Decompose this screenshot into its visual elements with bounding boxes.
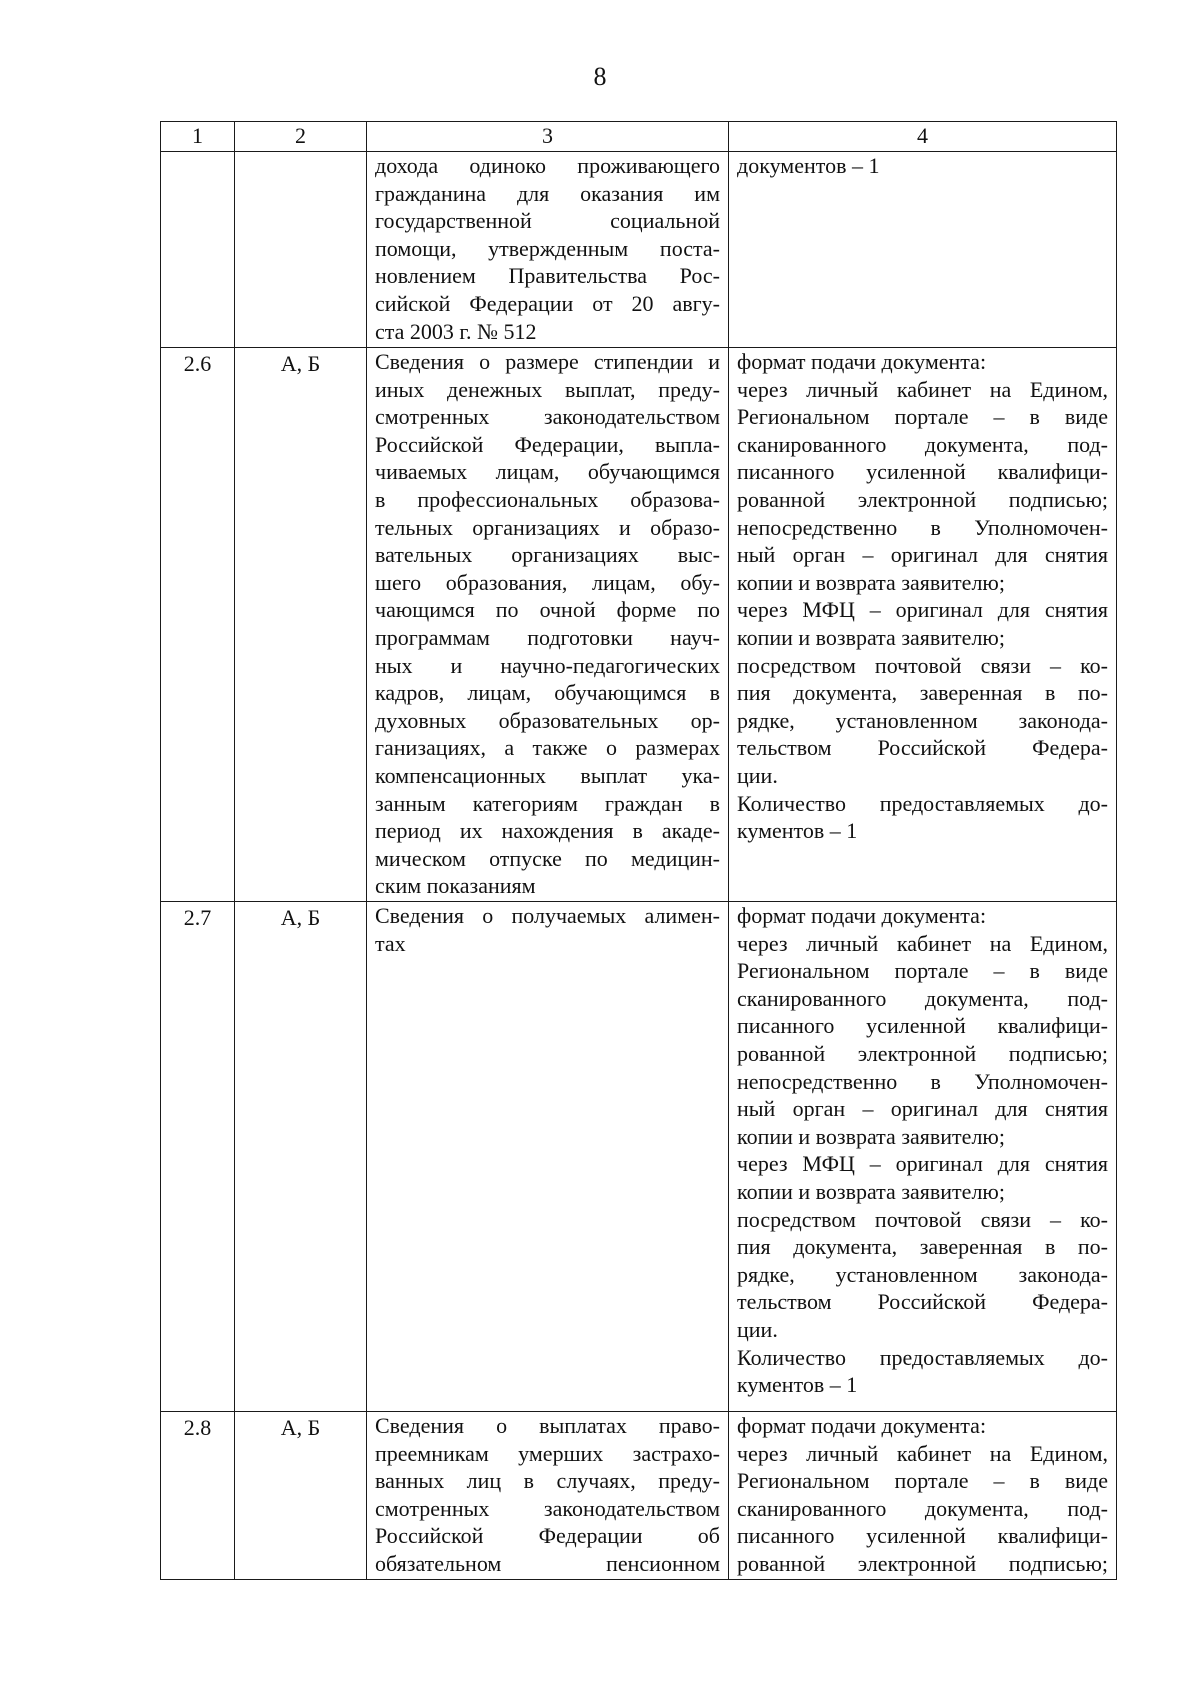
format-line: Количество предоставляемых до-	[737, 790, 1108, 816]
row-category: А, Б	[235, 902, 367, 1412]
row-category: А, Б	[235, 1412, 367, 1580]
row-category: А, Б	[235, 348, 367, 902]
description-line: новлением Правительства Рос-	[375, 263, 720, 289]
format-line: сканированного документа, под-	[737, 1495, 1108, 1521]
description-line: иных денежных выплат, преду-	[375, 376, 720, 402]
description-line: программам подготовки науч-	[375, 624, 720, 650]
description-line: обязательном пенсионном	[375, 1550, 720, 1576]
format-line: тельством Российской Федера-	[737, 1289, 1108, 1315]
format-line: кументов – 1	[737, 1372, 858, 1398]
description-line: Российской Федерации, выпла-	[375, 431, 720, 457]
format-line: через личный кабинет на Едином,	[737, 1440, 1108, 1466]
document-table	[160, 121, 1117, 1580]
row-description	[367, 902, 729, 1412]
description-line: компенсационных выплат ука-	[375, 762, 720, 788]
format-line: через МФЦ – оригинал для снятия	[737, 597, 1108, 623]
description-line: чающимся по очной форме по	[375, 597, 720, 623]
description-line: духовных образовательных ор-	[375, 707, 720, 733]
description-line: Сведения о размере стипендии и	[375, 349, 720, 374]
column-header-3: 3	[367, 122, 729, 152]
format-line: тельством Российской Федера-	[737, 735, 1108, 761]
description-line: шего образования, лицам, обу-	[375, 569, 720, 595]
format-line: через личный кабинет на Едином,	[737, 930, 1108, 956]
format-line: копии и возврата заявителю;	[737, 624, 1005, 650]
format-line: ный орган – оригинал для снятия	[737, 542, 1108, 568]
table-row	[161, 348, 1117, 902]
format-line: пия документа, заверенная в по-	[737, 1234, 1108, 1260]
description-line: смотренных законодательством	[375, 404, 720, 430]
description-line: ста 2003 г. № 512	[375, 318, 537, 344]
description-line: период их нахождения в акаде-	[375, 818, 720, 844]
format-line: непосредственно в Уполномочен-	[737, 514, 1108, 540]
format-line: ции.	[737, 1316, 778, 1342]
row-number: 2.6	[161, 348, 235, 902]
format-line: Количество предоставляемых до-	[737, 1344, 1108, 1370]
column-header-4: 4	[729, 122, 1117, 152]
description-line: государственной социальной	[375, 208, 720, 234]
row-format	[729, 902, 1117, 1412]
format-line: ный орган – оригинал для снятия	[737, 1096, 1108, 1122]
table-row	[161, 1412, 1117, 1580]
format-line: через МФЦ – оригинал для снятия	[737, 1151, 1108, 1177]
description-line: ных и научно-педагогических	[375, 652, 720, 678]
format-line: писанного усиленной квалифици-	[737, 1523, 1108, 1549]
format-line: Региональном портале – в виде	[737, 958, 1108, 984]
format-line: сканированного документа, под-	[737, 985, 1108, 1011]
description-line: Сведения о получаемых алимен-	[375, 903, 720, 928]
format-line: Региональном портале – в виде	[737, 1468, 1108, 1494]
description-line: кадров, лицам, обучающимся в	[375, 680, 720, 706]
description-line: вательных организациях выс-	[375, 542, 720, 568]
format-line: непосредственно в Уполномочен-	[737, 1068, 1108, 1094]
format-line: пия документа, заверенная в по-	[737, 680, 1108, 706]
description-line: Российской Федерации об	[375, 1523, 720, 1549]
format-line: писанного усиленной квалифици-	[737, 1013, 1108, 1039]
description-line: гражданина для оказания им	[375, 180, 720, 206]
description-line: ванных лиц в случаях, преду-	[375, 1468, 720, 1494]
format-line: через личный кабинет на Едином,	[737, 376, 1108, 402]
format-line: писанного усиленной квалифици-	[737, 459, 1108, 485]
description-line: занным категориям граждан в	[375, 790, 720, 816]
page-number: 8	[593, 62, 607, 91]
format-line: сканированного документа, под-	[737, 431, 1108, 457]
row-number: 2.8	[161, 1412, 235, 1580]
row-format	[729, 348, 1117, 902]
format-line: формат подачи документа:	[737, 349, 987, 374]
format-line: рованной электронной подписью;	[737, 1040, 1108, 1066]
row-category	[235, 152, 367, 348]
description-line: преемникам умерших застрахо-	[375, 1440, 720, 1466]
description-line: в профессиональных образова-	[375, 486, 720, 512]
column-header-1: 1	[161, 122, 235, 152]
description-line: ганизациях, а также о размерах	[375, 735, 720, 761]
row-description	[367, 348, 729, 902]
description-line: сийской Федерации от 20 авгу-	[375, 290, 720, 316]
row-description	[367, 1412, 729, 1580]
row-format	[729, 152, 1117, 348]
table-row	[161, 152, 1117, 348]
format-line: рованной электронной подписью;	[737, 486, 1108, 512]
description-line: тах	[375, 930, 406, 956]
format-line: копии и возврата заявителю;	[737, 1123, 1005, 1149]
row-description	[367, 152, 729, 348]
row-number: 2.7	[161, 902, 235, 1412]
table-row	[161, 902, 1117, 1412]
format-line: посредством почтовой связи – ко-	[737, 652, 1108, 678]
format-line: кументов – 1	[737, 818, 858, 844]
format-line: рядке, установленном законода-	[737, 707, 1108, 733]
table-header-row	[161, 122, 1117, 152]
description-line: мическом отпуске по медицин-	[375, 845, 720, 871]
row-number	[161, 152, 235, 348]
format-line: формат подачи документа:	[737, 1413, 987, 1438]
description-line: ским показаниям	[375, 873, 536, 899]
description-line: тельных организациях и образо-	[375, 514, 720, 540]
format-line: Региональном портале – в виде	[737, 404, 1108, 430]
format-line: посредством почтовой связи – ко-	[737, 1206, 1108, 1232]
description-line: помощи, утвержденным поста-	[375, 235, 720, 261]
description-line: чиваемых лицам, обучающимся	[375, 459, 720, 485]
description-line: смотренных законодательством	[375, 1495, 720, 1521]
format-line: копии и возврата заявителю;	[737, 569, 1005, 595]
format-line: документов – 1	[737, 153, 880, 178]
row-format	[729, 1412, 1117, 1580]
format-line: копии и возврата заявителю;	[737, 1178, 1005, 1204]
format-line: ции.	[737, 762, 778, 788]
format-line: рядке, установленном законода-	[737, 1261, 1108, 1287]
description-line: дохода одиноко проживающего	[375, 153, 720, 178]
description-line: Сведения о выплатах право-	[375, 1413, 720, 1438]
format-line: рованной электронной подписью;	[737, 1550, 1108, 1576]
column-header-2: 2	[235, 122, 367, 152]
format-line: формат подачи документа:	[737, 903, 987, 928]
